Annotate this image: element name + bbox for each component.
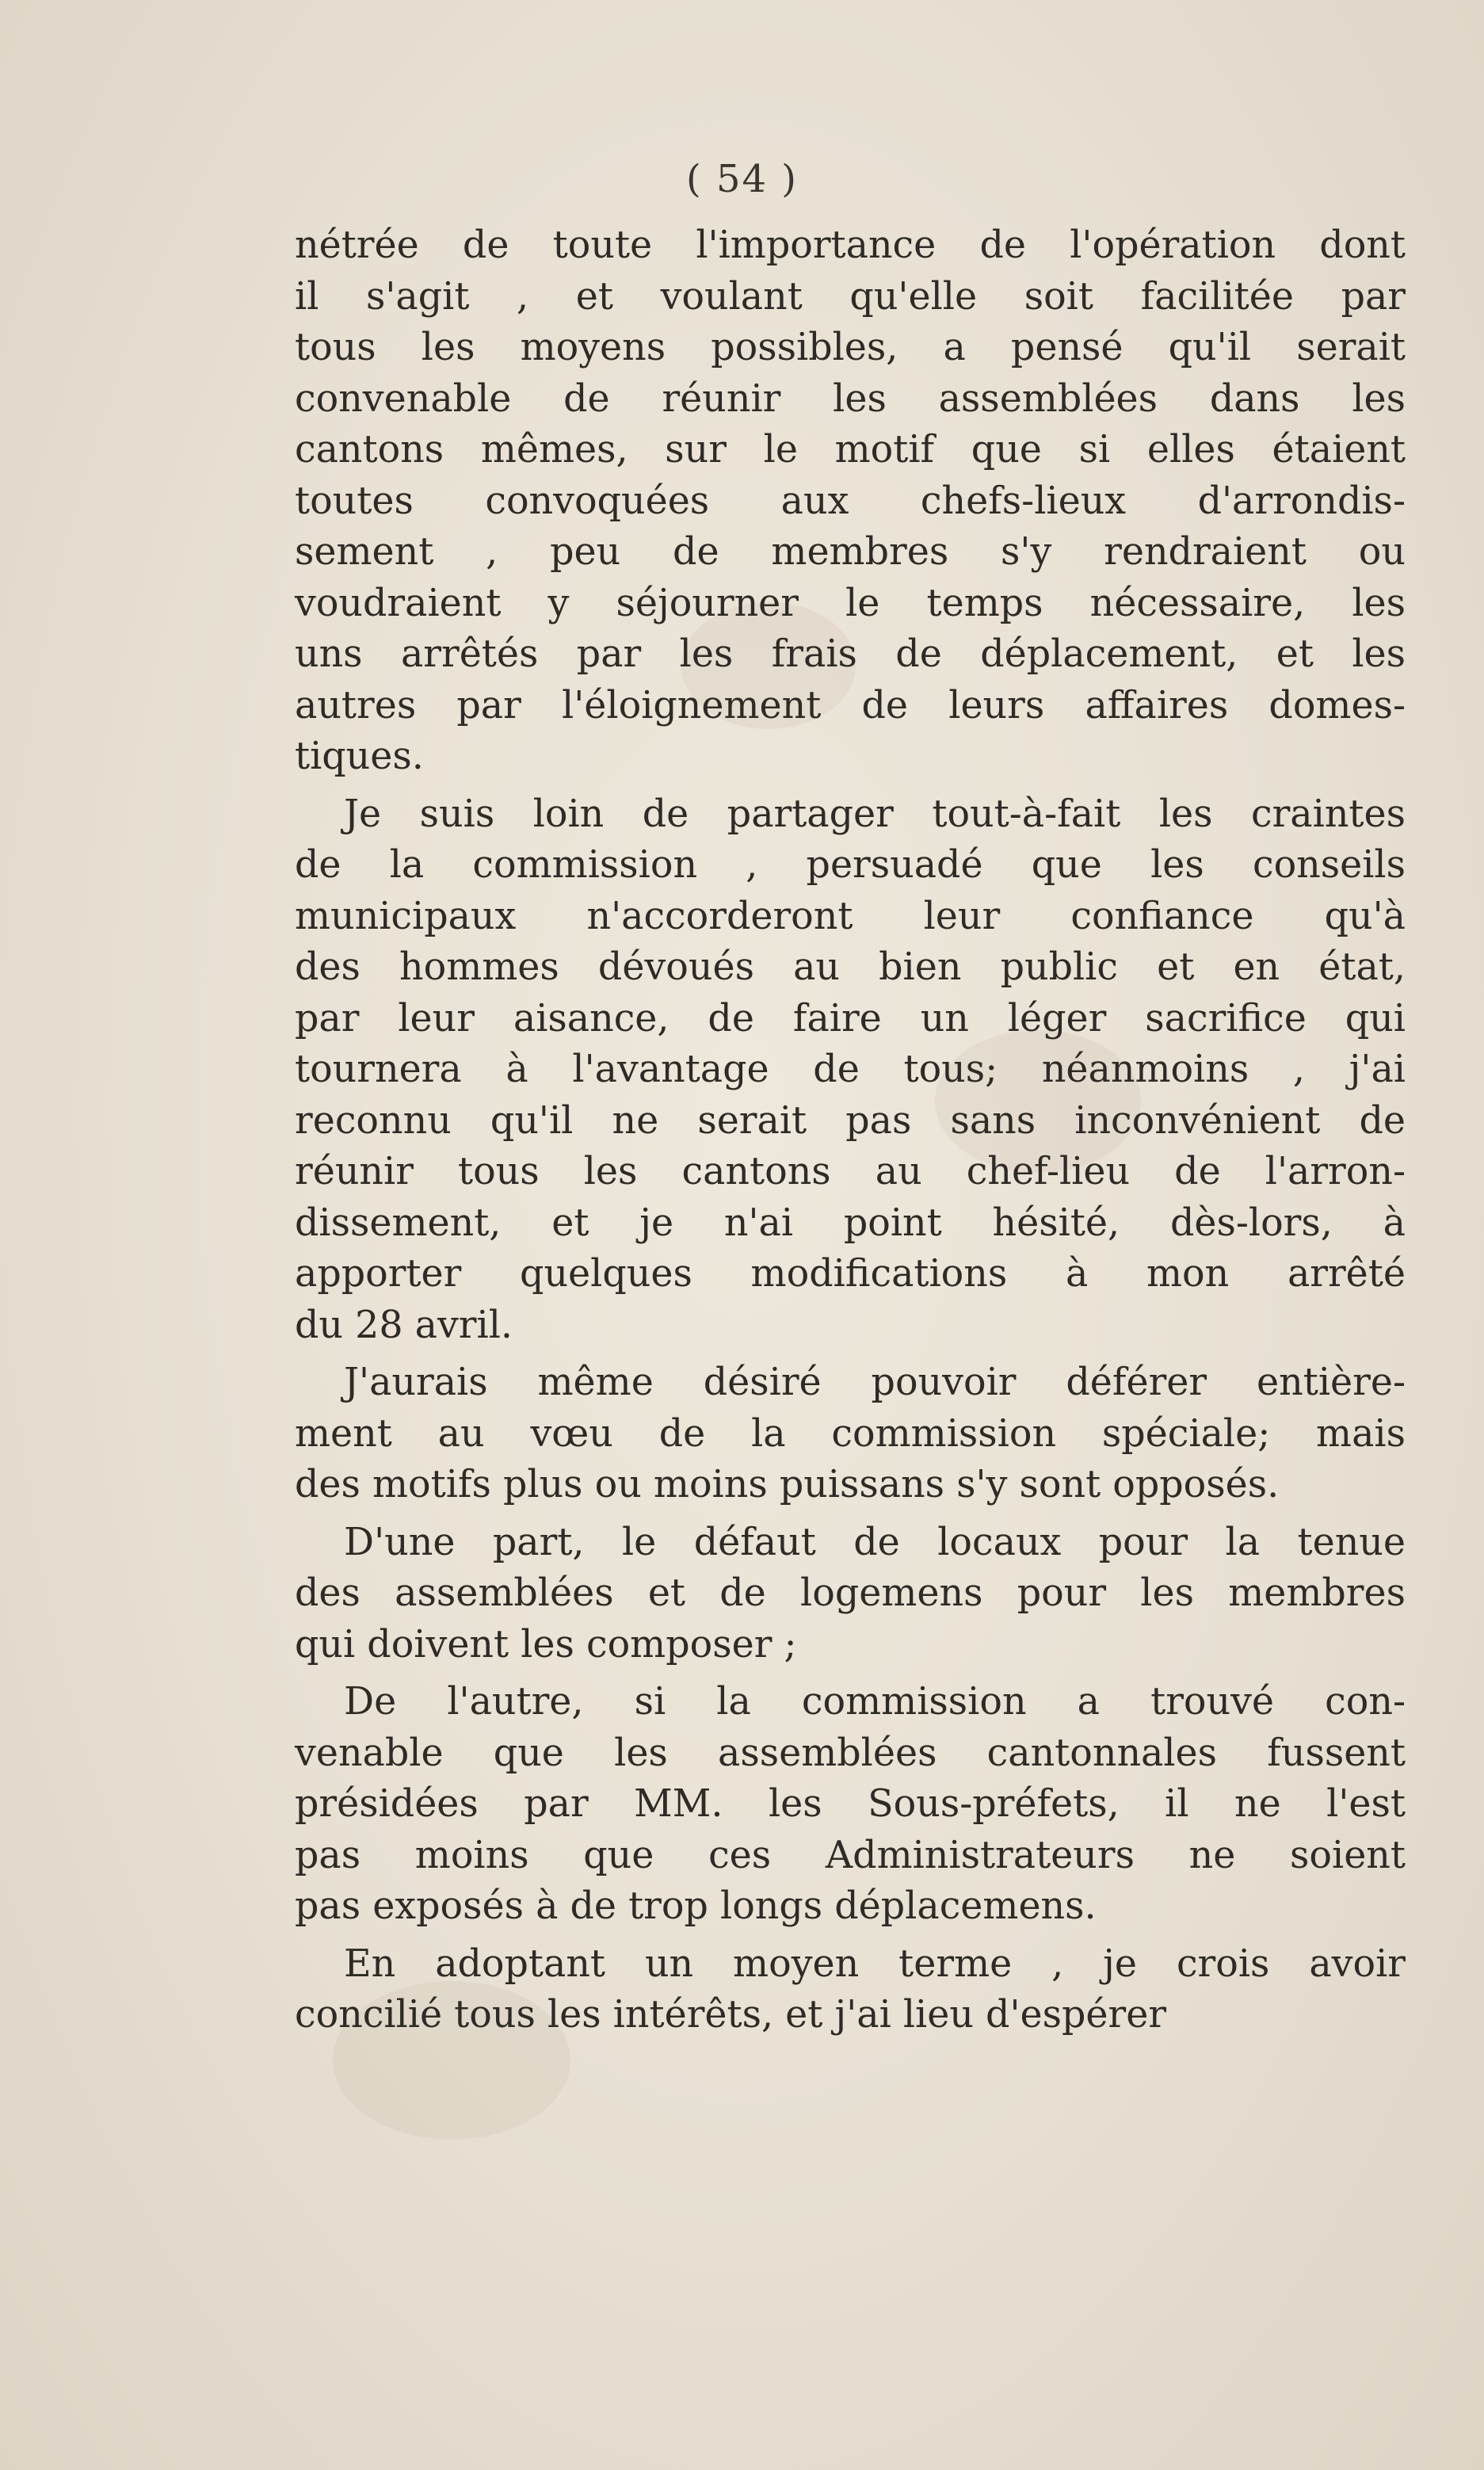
text-line: du 28 avril.	[295, 1303, 513, 1347]
text-line: pas moins que ces Administrateurs ne soient	[295, 1833, 1406, 1877]
paragraph	[295, 1677, 1406, 1933]
paragraph-gap	[295, 783, 1406, 789]
text-line: par leur aisance, de faire un léger sacrifice qui	[295, 996, 1406, 1040]
paragraph-gap	[295, 1670, 1406, 1677]
text-line: tournera à l'avantage de tous; néanmoins , j'ai	[295, 1048, 1406, 1091]
text-line: Je suis loin de partager tout-à-fait les craintes	[344, 792, 1406, 836]
text-line: sement , peu de membres s'y rendraient ou	[295, 530, 1406, 574]
text-line: il s'agit , et voulant qu'elle soit facilitée par	[295, 274, 1406, 319]
text-line: apporter quelques modifications à mon arrêté	[295, 1252, 1406, 1296]
text-line: des assemblées et de logemens pour les membres	[295, 1571, 1406, 1615]
text-line: voudraient y séjourner le temps nécessaire, les	[295, 581, 1406, 625]
paragraph	[295, 1357, 1406, 1511]
page-number: ( 54 )	[685, 157, 799, 201]
text-line: nétrée de toute l'importance de l'opération dont	[295, 223, 1406, 267]
paragraph	[295, 1518, 1406, 1671]
text-line: tous les moyens possibles, a pensé qu'il serait	[295, 326, 1406, 369]
body-text	[295, 220, 1406, 2041]
text-line: de la commission , persuadé que les conseils	[295, 843, 1406, 887]
text-line: des hommes dévoués au bien public et en état,	[295, 945, 1406, 989]
text-line: présidées par MM. les Sous-préfets, il ne l'est	[295, 1782, 1406, 1826]
text-line: ment au vœu de la commission spéciale; mais	[295, 1411, 1406, 1456]
text-line: toutes convoquées aux chefs-lieux d'arrondis-	[295, 479, 1406, 523]
text-line: qui doivent les composer ;	[295, 1622, 797, 1666]
text-line: pas exposés à de trop longs déplacemens.	[295, 1884, 1097, 1928]
text-line: reconnu qu'il ne serait pas sans inconvénient de	[295, 1098, 1406, 1143]
paragraph	[295, 789, 1406, 1352]
text-line: En adoptant un moyen terme , je crois avoir	[344, 1941, 1406, 1986]
paragraph-gap	[295, 1351, 1406, 1357]
paragraph-gap	[295, 1933, 1406, 1939]
text-line: J'aurais même désiré pouvoir déférer entière-	[344, 1361, 1406, 1404]
paragraph	[295, 220, 1406, 783]
text-line: venable que les assemblées cantonnales fussent	[295, 1731, 1406, 1775]
text-line: De l'autre, si la commission a trouvé con-	[344, 1680, 1406, 1724]
text-line: municipaux n'accorderont leur confiance qu'à	[295, 894, 1406, 938]
text-line: convenable de réunir les assemblées dans les	[295, 376, 1406, 421]
text-line: tiques.	[295, 735, 424, 778]
text-line: uns arrêtés par les frais de déplacement, et les	[295, 632, 1406, 676]
text-line: dissement, et je n'ai point hésité, dès-lors, à	[295, 1201, 1406, 1245]
text-line: autres par l'éloignement de leurs affaires domes-	[295, 683, 1406, 727]
text-line: D'une part, le défaut de locaux pour la tenue	[344, 1520, 1406, 1564]
text-line: cantons mêmes, sur le motif que si elles étaient	[295, 428, 1406, 471]
text-line: des motifs plus ou moins puissans s'y sont opposés.	[295, 1463, 1280, 1506]
paragraph-gap	[295, 1511, 1406, 1518]
text-line: réunir tous les cantons au chef-lieu de l'arron-	[295, 1150, 1406, 1193]
paragraph	[295, 1939, 1406, 2041]
text-line: concilié tous les intérêts, et j'ai lieu d'espérer	[295, 1993, 1167, 2037]
